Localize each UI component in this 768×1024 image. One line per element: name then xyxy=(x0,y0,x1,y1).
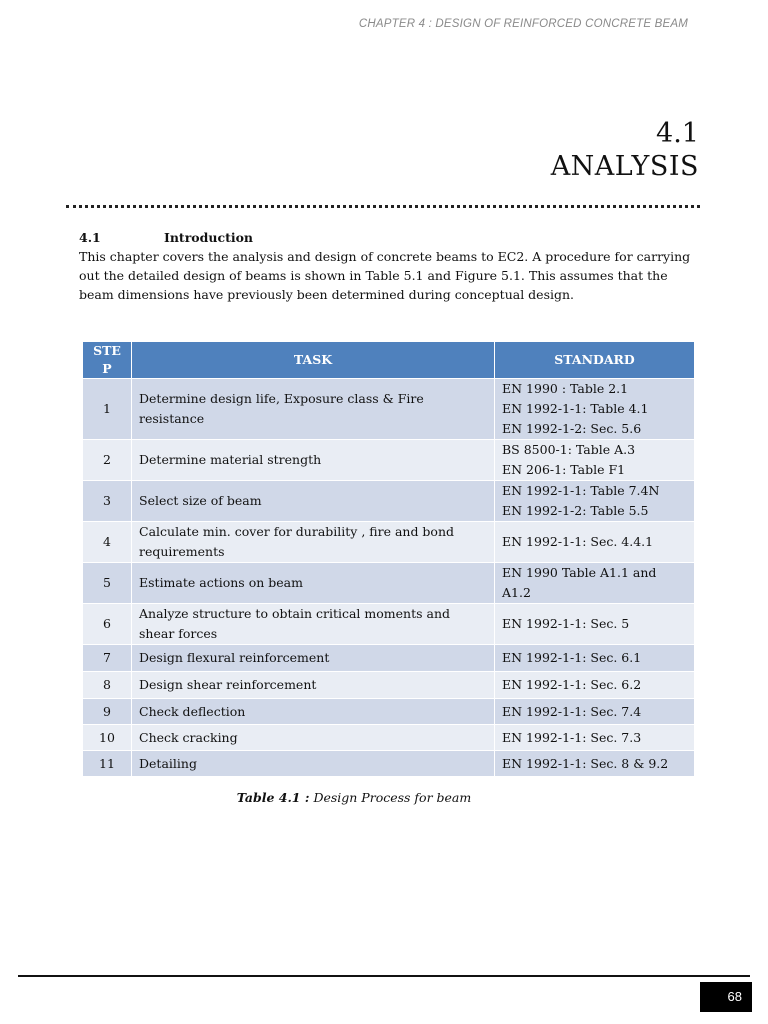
standard-reference: EN 1992-1-1: Sec. 7.3 xyxy=(502,729,642,745)
cell-step: 2 xyxy=(83,440,132,481)
cell-task: Analyze structure to obtain critical moments and shear forces xyxy=(132,604,495,645)
standard-reference: EN 1992-1-2: Table 5.5 xyxy=(502,503,649,518)
intro-section xyxy=(79,228,691,304)
cell-standard xyxy=(495,522,695,563)
cell-task: Estimate actions on beam xyxy=(132,563,495,604)
standard-reference: EN 1992-1-1: Sec. 6.1 xyxy=(502,650,642,665)
cell-task: Check deflection xyxy=(132,699,495,725)
intro-heading-number: 4.1 xyxy=(79,230,101,245)
page-number: 68 xyxy=(700,982,752,1012)
cell-task: Determine material strength xyxy=(132,440,495,481)
table-row xyxy=(83,645,695,672)
standard-reference: EN 1992-1-1: Sec. 4.4.1 xyxy=(502,534,654,549)
dotted-divider xyxy=(66,205,700,208)
header-standard: STANDARD xyxy=(495,342,695,379)
standard-reference: BS 8500-1: Table A.3 xyxy=(502,442,636,457)
intro-paragraph: This chapter covers the analysis and design of concrete beams to EC2. A procedure for carrying out the detailed design of beams is shown in Table 5.1 and Figure 5.1. This assumes that the beam dimensions have previously been determined during conceptual design. xyxy=(79,249,691,302)
standard-reference: EN 206-1: Table F1 xyxy=(502,462,626,477)
cell-standard xyxy=(495,699,695,725)
caption-text: Design Process for beam xyxy=(313,790,472,805)
cell-step: 6 xyxy=(83,604,132,645)
standard-reference: EN 1992-1-1: Sec. 8 & 9.2 xyxy=(502,755,669,771)
cell-standard xyxy=(495,725,695,751)
table-row xyxy=(83,672,695,699)
cell-standard xyxy=(495,440,695,481)
intro-heading-text: Introduction xyxy=(164,230,254,245)
cell-step: 7 xyxy=(83,645,132,672)
cell-standard xyxy=(495,604,695,645)
cell-step: 1 xyxy=(83,379,132,440)
cell-standard xyxy=(495,672,695,699)
table-row xyxy=(83,563,695,604)
cell-standard xyxy=(495,481,695,522)
cell-standard xyxy=(495,645,695,672)
table-row xyxy=(83,699,695,725)
table-header-row xyxy=(83,342,695,379)
design-process-table xyxy=(82,341,695,777)
table-row xyxy=(83,379,695,440)
cell-step: 9 xyxy=(83,699,132,725)
standard-reference: EN 1992-1-1: Sec. 6.2 xyxy=(502,677,642,692)
chapter-header: CHAPTER 4 : DESIGN OF REINFORCED CONCRETE BEAM xyxy=(358,18,688,30)
cell-step: 8 xyxy=(83,672,132,699)
cell-standard xyxy=(495,563,695,604)
cell-task: Determine design life, Exposure class & Fire resistance xyxy=(132,379,495,440)
standard-reference: EN 1990 Table A1.1 and A1.2 xyxy=(502,565,657,600)
cell-step: 4 xyxy=(83,522,132,563)
table-row xyxy=(83,522,695,563)
cell-step: 11 xyxy=(83,751,132,777)
cell-step: 10 xyxy=(83,725,132,751)
cell-task: Calculate min. cover for durability , fire and bond requirements xyxy=(132,522,495,563)
cell-task: Design flexural reinforcement xyxy=(132,645,495,672)
cell-task: Select size of beam xyxy=(132,481,495,522)
standard-reference: EN 1992-1-1: Sec. 7.4 xyxy=(502,703,642,719)
section-number: 4.1 xyxy=(656,118,699,149)
standard-reference: EN 1992-1-1: Sec. 5 xyxy=(502,616,630,631)
standard-reference: EN 1990 : Table 2.1 xyxy=(502,381,629,396)
standard-reference: EN 1992-1-2: Sec. 5.6 xyxy=(502,421,642,436)
cell-step: 3 xyxy=(83,481,132,522)
table-row xyxy=(83,604,695,645)
table-row xyxy=(83,725,695,751)
section-title: ANALYSIS xyxy=(550,151,699,182)
cell-task: Check cracking xyxy=(132,725,495,751)
caption-label: Table 4.1 : xyxy=(236,790,310,805)
standard-reference: EN 1992-1-1: Table 7.4N xyxy=(502,483,660,498)
standard-reference: EN 1992-1-1: Table 4.1 xyxy=(502,401,649,416)
table-row xyxy=(83,481,695,522)
table-caption xyxy=(0,790,708,805)
header-task: TASK xyxy=(132,342,495,379)
table-row xyxy=(83,440,695,481)
cell-standard xyxy=(495,751,695,777)
intro-heading xyxy=(79,228,691,247)
cell-task: Detailing xyxy=(132,751,495,777)
cell-standard xyxy=(495,379,695,440)
footer-rule xyxy=(18,975,750,977)
header-step: STEP xyxy=(83,342,132,379)
table-row xyxy=(83,751,695,777)
cell-step: 5 xyxy=(83,563,132,604)
table-body xyxy=(83,379,695,777)
cell-task: Design shear reinforcement xyxy=(132,672,495,699)
